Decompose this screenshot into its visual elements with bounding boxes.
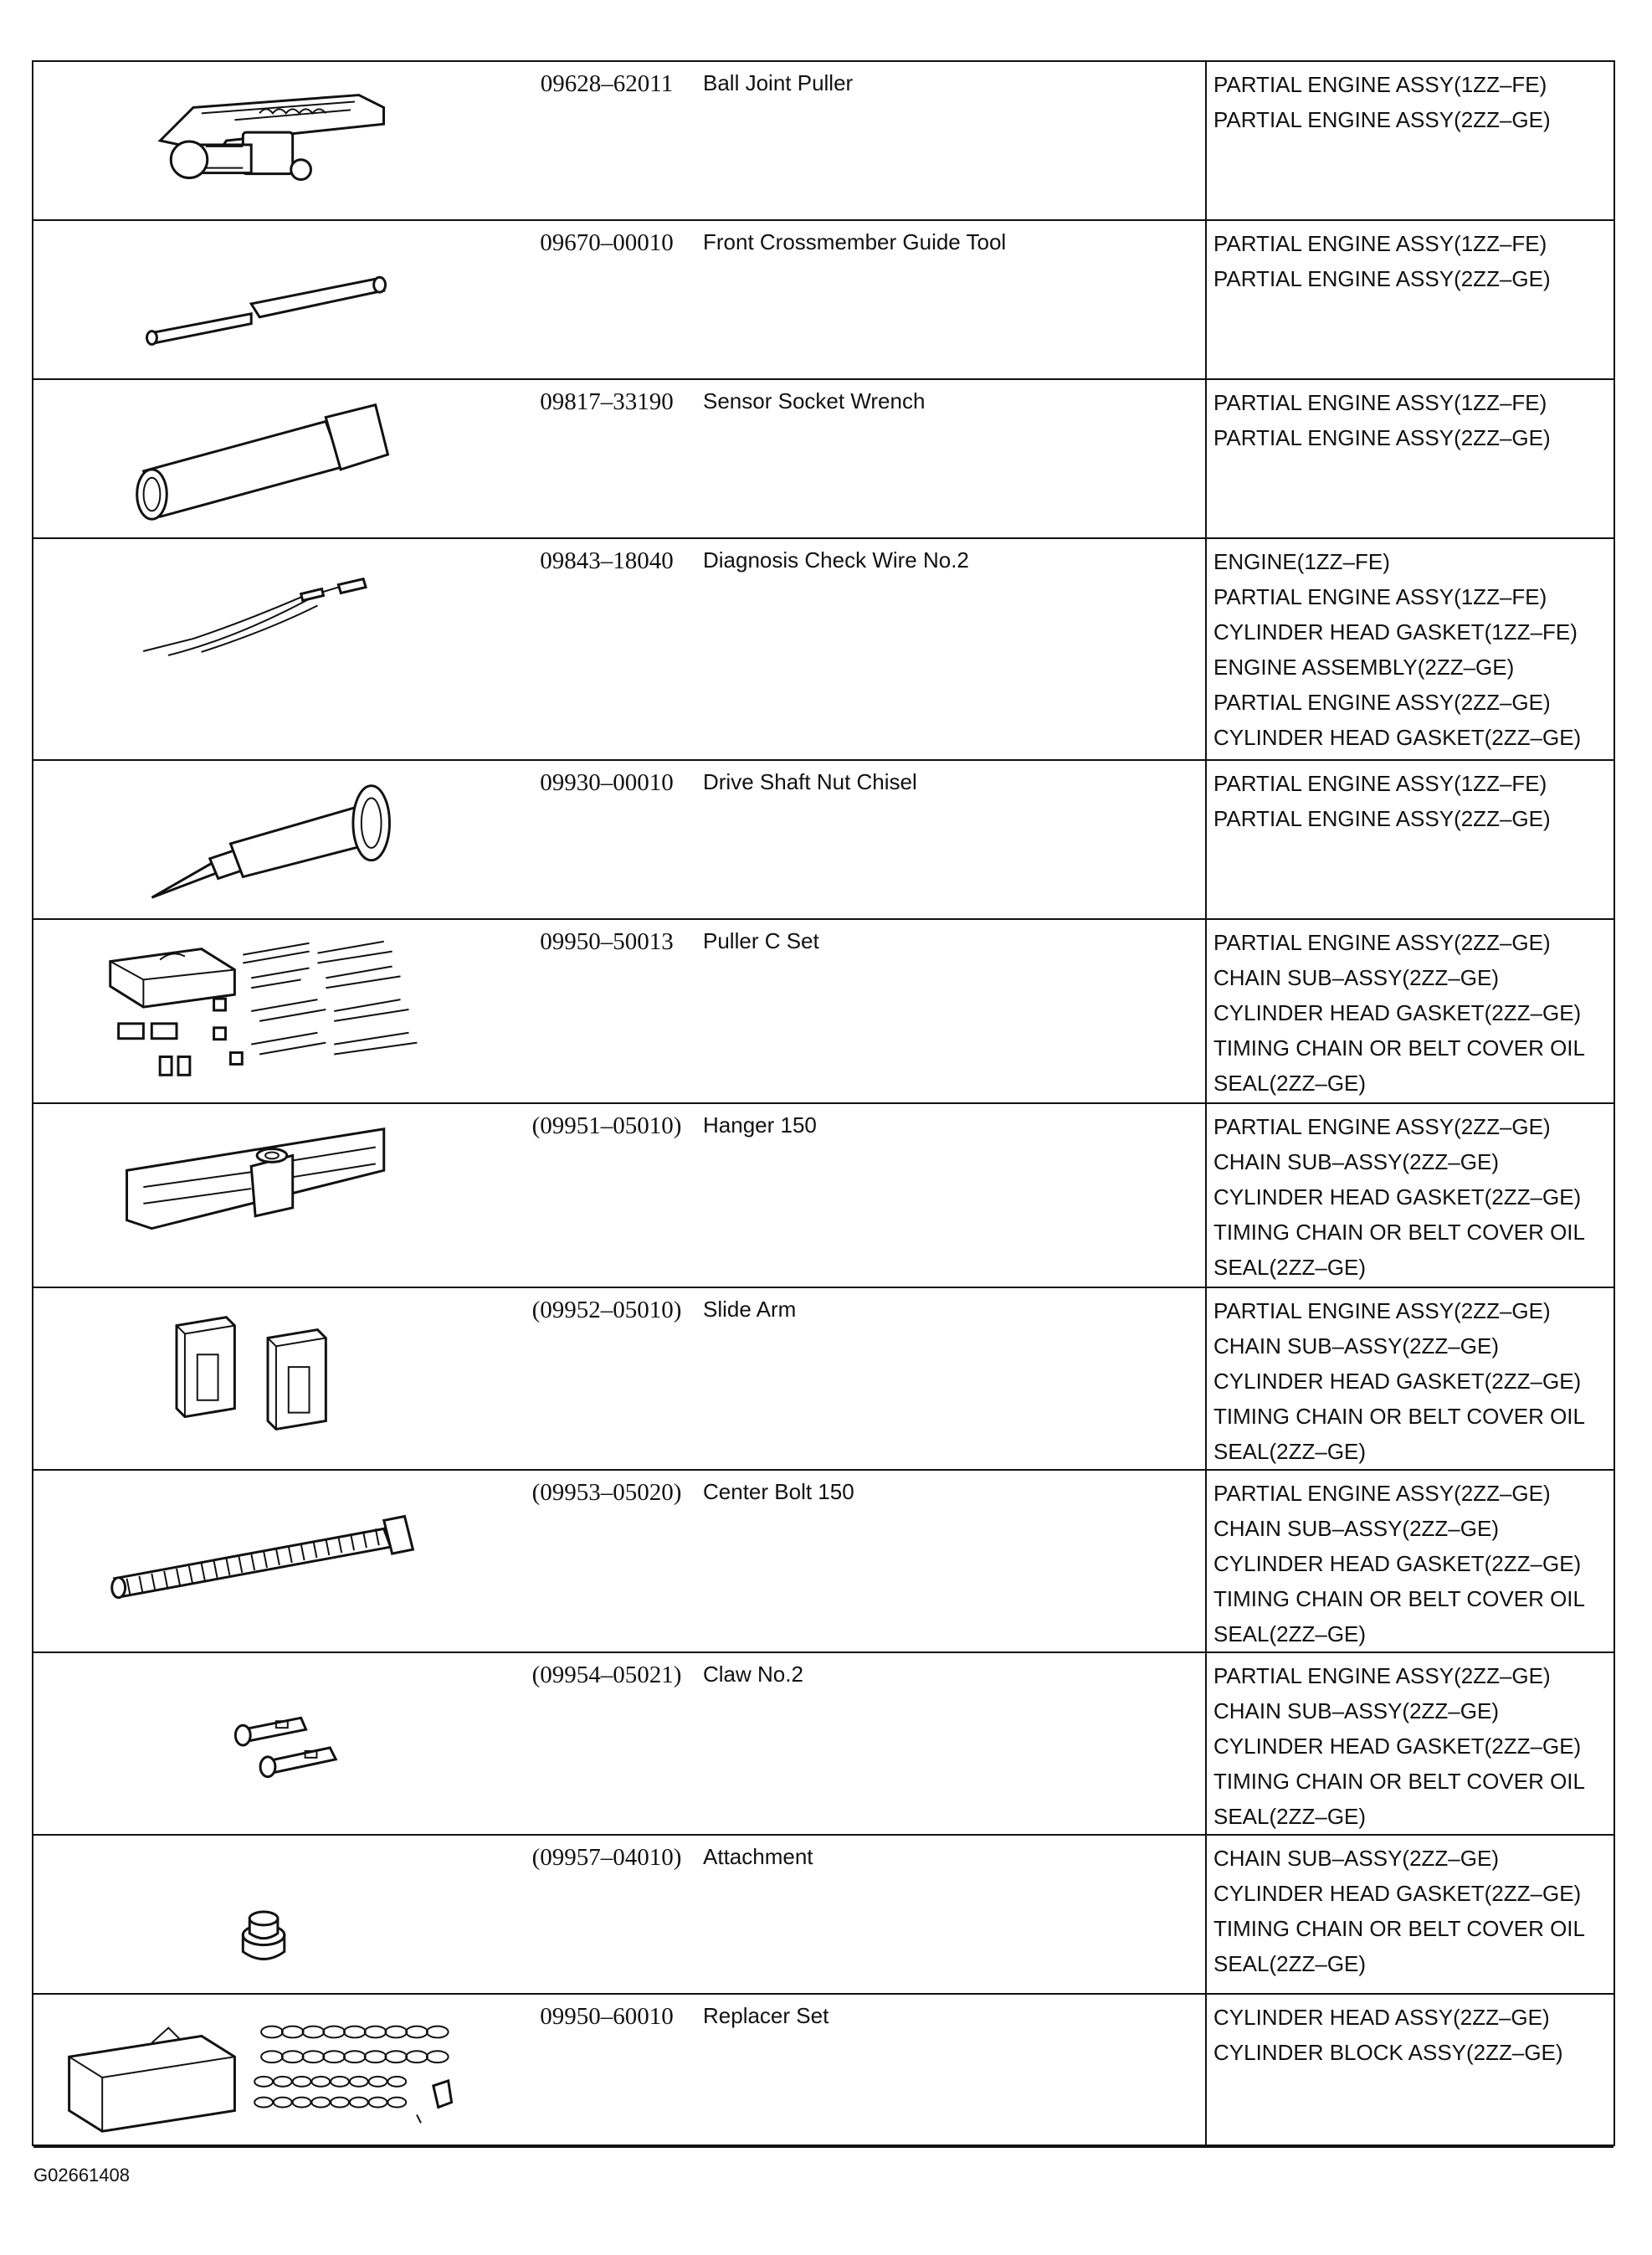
part-number: (09952–05010) xyxy=(531,1297,682,1323)
application-list xyxy=(1213,1476,1612,1651)
application-item: PARTIAL ENGINE ASSY(2ZZ–GE) xyxy=(1213,930,1551,955)
socket-wrench-icon xyxy=(33,380,502,537)
table-row xyxy=(33,1288,1614,1471)
application-list xyxy=(1213,226,1612,296)
application-item: TIMING CHAIN OR BELT COVER OIL xyxy=(1213,1586,1585,1611)
application-item: TIMING CHAIN OR BELT COVER OIL xyxy=(1213,1220,1585,1245)
claw-icon xyxy=(33,1653,502,1834)
application-item: TIMING CHAIN OR BELT COVER OIL xyxy=(1213,1404,1585,1429)
table-row xyxy=(33,221,1614,380)
tool-name: Puller C Set xyxy=(703,928,819,953)
part-number: 09670–00010 xyxy=(540,229,674,256)
application-item: PARTIAL ENGINE ASSY(2ZZ–GE) xyxy=(1213,107,1551,132)
application-item: TIMING CHAIN OR BELT COVER OIL xyxy=(1213,1769,1585,1794)
part-number: 09628–62011 xyxy=(540,70,674,97)
application-item: PARTIAL ENGINE ASSY(2ZZ–GE) xyxy=(1213,1114,1551,1139)
application-item: PARTIAL ENGINE ASSY(1ZZ–FE) xyxy=(1213,584,1547,609)
application-item: CYLINDER BLOCK ASSY(2ZZ–GE) xyxy=(1213,2040,1563,2065)
application-item: PARTIAL ENGINE ASSY(1ZZ–FE) xyxy=(1213,72,1547,97)
special-service-tools-table xyxy=(32,60,1615,2146)
application-list xyxy=(1213,544,1612,755)
slide-arm-icon xyxy=(33,1288,502,1469)
table-row xyxy=(33,1836,1614,1995)
guide-tool-icon xyxy=(33,221,502,378)
application-item: PARTIAL ENGINE ASSY(1ZZ–FE) xyxy=(1213,390,1547,415)
check-wire-icon xyxy=(33,539,502,759)
application-item: PARTIAL ENGINE ASSY(2ZZ–GE) xyxy=(1213,1298,1551,1323)
application-list xyxy=(1213,1109,1612,1285)
application-item: TIMING CHAIN OR BELT COVER OIL xyxy=(1213,1035,1585,1061)
application-item: PARTIAL ENGINE ASSY(2ZZ–GE) xyxy=(1213,425,1551,450)
table-row xyxy=(33,1471,1614,1653)
table-row xyxy=(33,1104,1614,1288)
ball-joint-puller-icon xyxy=(33,62,502,219)
application-item: SEAL(2ZZ–GE) xyxy=(1213,1951,1367,1976)
tool-name: Slide Arm xyxy=(703,1297,797,1322)
table-row xyxy=(33,380,1614,539)
application-item: CYLINDER HEAD GASKET(2ZZ–GE) xyxy=(1213,1881,1582,1906)
application-list xyxy=(1213,385,1612,455)
application-item: ENGINE(1ZZ–FE) xyxy=(1213,549,1390,574)
application-item: CHAIN SUB–ASSY(2ZZ–GE) xyxy=(1213,1516,1499,1541)
tool-name: Attachment xyxy=(703,1844,813,1869)
hanger-icon xyxy=(33,1104,502,1287)
table-row xyxy=(33,539,1614,761)
application-item: CYLINDER HEAD ASSY(2ZZ–GE) xyxy=(1213,2005,1550,2030)
figure-code: G02661408 xyxy=(33,2165,130,2186)
puller-set-icon xyxy=(33,920,502,1102)
part-number: 09843–18040 xyxy=(540,547,674,574)
part-number: (09951–05010) xyxy=(531,1112,682,1139)
chisel-icon xyxy=(33,761,502,918)
application-list xyxy=(1213,1658,1612,1834)
table-row xyxy=(33,1995,1614,2148)
application-item: CYLINDER HEAD GASKET(2ZZ–GE) xyxy=(1213,1000,1582,1025)
tool-name: Sensor Socket Wrench xyxy=(703,388,926,414)
application-item: CHAIN SUB–ASSY(2ZZ–GE) xyxy=(1213,965,1499,990)
application-item: CHAIN SUB–ASSY(2ZZ–GE) xyxy=(1213,1846,1499,1871)
attachment-icon xyxy=(33,1836,502,1993)
center-bolt-icon xyxy=(33,1471,502,1651)
tool-name: Drive Shaft Nut Chisel xyxy=(703,769,917,794)
application-item: CHAIN SUB–ASSY(2ZZ–GE) xyxy=(1213,1333,1499,1359)
application-list xyxy=(1213,766,1612,836)
part-number: 09930–00010 xyxy=(540,769,674,796)
part-number: (09954–05021) xyxy=(531,1662,682,1688)
application-item: SEAL(2ZZ–GE) xyxy=(1213,1439,1367,1464)
part-number: 09817–33190 xyxy=(540,388,674,415)
tool-name: Claw No.2 xyxy=(703,1662,803,1687)
table-row xyxy=(33,761,1614,920)
application-item: CHAIN SUB–ASSY(2ZZ–GE) xyxy=(1213,1149,1499,1174)
application-item: SEAL(2ZZ–GE) xyxy=(1213,1255,1367,1280)
application-item: SEAL(2ZZ–GE) xyxy=(1213,1071,1367,1096)
application-list xyxy=(1213,67,1612,137)
part-number: 09950–50013 xyxy=(540,928,674,955)
application-item: CYLINDER HEAD GASKET(2ZZ–GE) xyxy=(1213,1184,1582,1210)
application-list xyxy=(1213,1841,1612,1981)
application-item: PARTIAL ENGINE ASSY(2ZZ–GE) xyxy=(1213,1481,1551,1506)
application-item: SEAL(2ZZ–GE) xyxy=(1213,1621,1367,1646)
table-row xyxy=(33,62,1614,221)
tool-name: Center Bolt 150 xyxy=(703,1479,854,1504)
tool-name: Front Crossmember Guide Tool xyxy=(703,229,1007,254)
application-item: CYLINDER HEAD GASKET(2ZZ–GE) xyxy=(1213,1734,1582,1759)
tool-name: Ball Joint Puller xyxy=(703,70,854,95)
tool-name: Hanger 150 xyxy=(703,1112,817,1138)
application-list xyxy=(1213,925,1612,1101)
application-list xyxy=(1213,1293,1612,1469)
application-item: CYLINDER HEAD GASKET(2ZZ–GE) xyxy=(1213,1551,1582,1576)
part-number: (09953–05020) xyxy=(531,1479,682,1506)
table-row xyxy=(33,1653,1614,1836)
table-row xyxy=(33,920,1614,1104)
application-item: PARTIAL ENGINE ASSY(2ZZ–GE) xyxy=(1213,690,1551,715)
application-item: PARTIAL ENGINE ASSY(2ZZ–GE) xyxy=(1213,806,1551,831)
application-item: PARTIAL ENGINE ASSY(2ZZ–GE) xyxy=(1213,1663,1551,1688)
replacer-set-icon xyxy=(33,1995,502,2146)
application-item: CYLINDER HEAD GASKET(2ZZ–GE) xyxy=(1213,1369,1582,1394)
application-list xyxy=(1213,2000,1612,2070)
part-number: (09957–04010) xyxy=(531,1844,682,1871)
application-item: ENGINE ASSEMBLY(2ZZ–GE) xyxy=(1213,655,1515,680)
application-item: CHAIN SUB–ASSY(2ZZ–GE) xyxy=(1213,1698,1499,1723)
tool-name: Diagnosis Check Wire No.2 xyxy=(703,547,969,573)
application-item: CYLINDER HEAD GASKET(2ZZ–GE) xyxy=(1213,725,1582,750)
application-item: SEAL(2ZZ–GE) xyxy=(1213,1804,1367,1829)
part-number: 09950–60010 xyxy=(540,2003,674,2030)
application-item: PARTIAL ENGINE ASSY(1ZZ–FE) xyxy=(1213,231,1547,256)
tool-name: Replacer Set xyxy=(703,2003,829,2028)
column-divider xyxy=(1205,62,1207,2145)
application-item: PARTIAL ENGINE ASSY(2ZZ–GE) xyxy=(1213,266,1551,291)
application-item: TIMING CHAIN OR BELT COVER OIL xyxy=(1213,1916,1585,1941)
application-item: PARTIAL ENGINE ASSY(1ZZ–FE) xyxy=(1213,771,1547,796)
application-item: CYLINDER HEAD GASKET(1ZZ–FE) xyxy=(1213,619,1578,645)
